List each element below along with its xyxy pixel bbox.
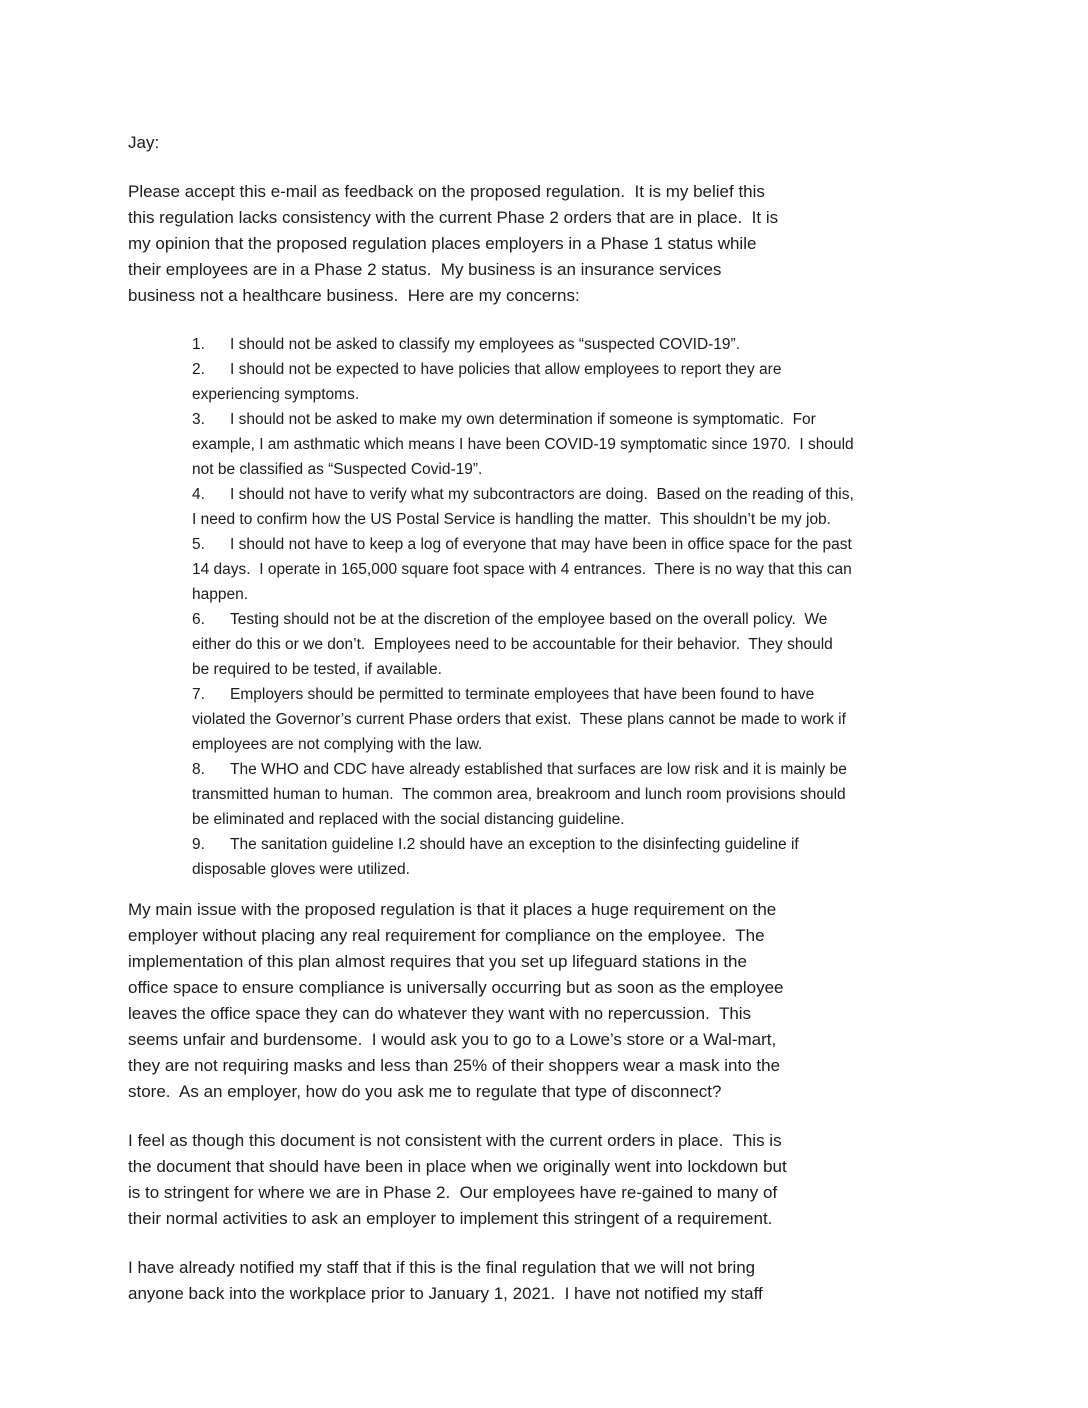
text-line: Jay:	[128, 133, 160, 152]
list-item	[192, 757, 968, 832]
list-item	[192, 357, 968, 407]
text-line: happen.	[192, 586, 249, 603]
list-item-text: I should not have to verify what my subcontractors are doing. Based on the reading of this,	[230, 486, 854, 503]
list-item-number: 4.	[192, 486, 205, 503]
text-line: their normal activities to ask an employer to implement this stringent of a requirement.	[128, 1209, 773, 1228]
text-line: be required to be tested, if available.	[192, 661, 442, 678]
list-item-first-line	[192, 357, 968, 382]
text-line: implementation of this plan almost requires that you set up lifeguard stations in the	[128, 952, 747, 971]
text-line: I have already notified my staff that if this is the final regulation that we will not bring	[128, 1258, 756, 1277]
text-line: violated the Governor’s current Phase orders that exist. These plans cannot be made to work if	[192, 711, 846, 728]
list-item-number: 2.	[192, 361, 205, 378]
list-item-number: 6.	[192, 611, 205, 628]
list-item	[192, 332, 968, 357]
paragraph-consistency	[128, 1128, 968, 1232]
letter-body	[128, 130, 968, 1307]
list-item-first-line	[192, 682, 968, 707]
text-line: example, I am asthmatic which means I have been COVID-19 symptomatic since 1970. I should	[192, 436, 854, 453]
text-line: their employees are in a Phase 2 status. My business is an insurance services	[128, 260, 722, 279]
list-item-text: I should not be asked to classify my employees as “suspected COVID-19”.	[230, 336, 741, 353]
list-item-number: 9.	[192, 836, 205, 853]
text-line: anyone back into the workplace prior to January 1, 2021. I have not notified my staff	[128, 1284, 763, 1303]
text-line: this regulation lacks consistency with the current Phase 2 orders that are in place. It is	[128, 208, 779, 227]
text-line: be eliminated and replaced with the social distancing guideline.	[192, 811, 625, 828]
list-item-text: The WHO and CDC have already established that surfaces are low risk and it is mainly be	[230, 761, 847, 778]
list-item-text: I should not be expected to have policies that allow employees to report they are	[230, 361, 782, 378]
list-item-text: I should not be asked to make my own determination if someone is symptomatic. For	[230, 411, 816, 428]
concerns-list	[192, 332, 968, 882]
list-item-text: Employers should be permitted to terminate employees that have been found to have	[230, 686, 815, 703]
text-line: either do this or we don’t. Employees need to be accountable for their behavior. They should	[192, 636, 833, 653]
paragraph-salutation	[128, 130, 968, 156]
paragraph-intro	[128, 179, 968, 309]
list-item-text: I should not have to keep a log of everyone that may have been in office space for the past	[230, 536, 852, 553]
paragraph-staff-notification	[128, 1255, 968, 1307]
list-item-text: Testing should not be at the discretion of the employee based on the overall policy. We	[230, 611, 828, 628]
list-item-number: 1.	[192, 336, 205, 353]
list-item	[192, 407, 968, 482]
text-line: seems unfair and burdensome. I would ask you to go to a Lowe’s store or a Wal-mart,	[128, 1030, 777, 1049]
list-item-first-line	[192, 832, 968, 857]
text-line: business not a healthcare business. Here are my concerns:	[128, 286, 580, 305]
list-item	[192, 532, 968, 607]
text-line: experiencing symptoms.	[192, 386, 360, 403]
list-item	[192, 682, 968, 757]
text-line: transmitted human to human. The common area, breakroom and lunch room provisions should	[192, 786, 846, 803]
list-item-first-line	[192, 332, 968, 357]
list-item-first-line	[192, 757, 968, 782]
text-line: is to stringent for where we are in Phase 2. Our employees have re-gained to many of	[128, 1183, 778, 1202]
text-line: the document that should have been in place when we originally went into lockdown but	[128, 1157, 787, 1176]
list-item	[192, 607, 968, 682]
text-line: they are not requiring masks and less than 25% of their shoppers wear a mask into the	[128, 1056, 781, 1075]
text-line: employer without placing any real requirement for compliance on the employee. The	[128, 926, 765, 945]
list-item-number: 3.	[192, 411, 205, 428]
list-item-first-line	[192, 482, 968, 507]
text-line: Please accept this e-mail as feedback on the proposed regulation. It is my belief this	[128, 182, 765, 201]
paragraph-main-issue	[128, 897, 968, 1105]
list-item-text: The sanitation guideline I.2 should have an exception to the disinfecting guideline if	[230, 836, 799, 853]
text-line: I need to confirm how the US Postal Service is handling the matter. This shouldn’t be my job.	[192, 511, 831, 528]
text-line: My main issue with the proposed regulation is that it places a huge requirement on the	[128, 900, 777, 919]
list-item-first-line	[192, 607, 968, 632]
list-item	[192, 482, 968, 532]
list-item	[192, 832, 968, 882]
text-line: I feel as though this document is not consistent with the current orders in place. This is	[128, 1131, 782, 1150]
text-line: office space to ensure compliance is universally occurring but as soon as the employee	[128, 978, 784, 997]
text-line: my opinion that the proposed regulation places employers in a Phase 1 status while	[128, 234, 757, 253]
list-item-first-line	[192, 532, 968, 557]
list-item-number: 5.	[192, 536, 205, 553]
text-line: not be classified as “Suspected Covid-19”.	[192, 461, 483, 478]
text-line: disposable gloves were utilized.	[192, 861, 410, 878]
text-line: store. As an employer, how do you ask me to regulate that type of disconnect?	[128, 1082, 722, 1101]
list-item-first-line	[192, 407, 968, 432]
list-item-number: 8.	[192, 761, 205, 778]
text-line: leaves the office space they can do whatever they want with no repercussion. This	[128, 1004, 752, 1023]
list-item-number: 7.	[192, 686, 205, 703]
text-line: 14 days. I operate in 165,000 square foot space with 4 entrances. There is no way that this can	[192, 561, 852, 578]
text-line: employees are not complying with the law.	[192, 736, 483, 753]
